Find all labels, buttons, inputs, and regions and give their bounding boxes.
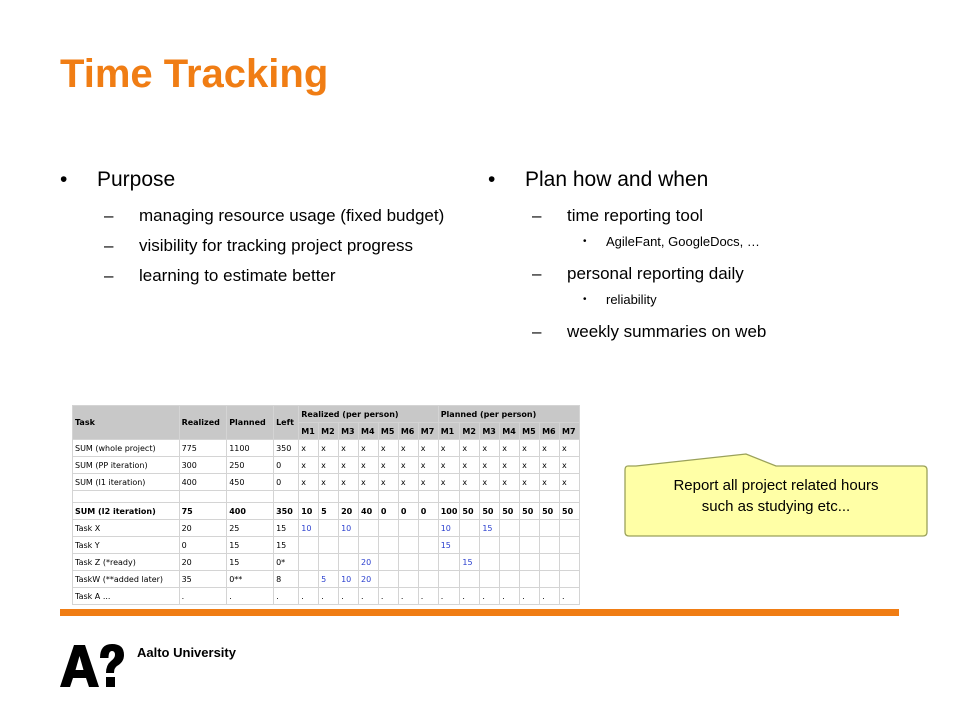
- person-header: M6: [540, 423, 560, 440]
- table-cell: [418, 571, 438, 588]
- person-header: M3: [480, 423, 500, 440]
- bullet-label: Purpose: [97, 168, 176, 191]
- table-cell: x: [560, 440, 580, 457]
- group-header: Planned (per person): [438, 406, 579, 423]
- table-cell: [560, 537, 580, 554]
- table-cell: .: [339, 588, 359, 605]
- dash-marker: –: [104, 266, 114, 285]
- table-cell: x: [378, 457, 398, 474]
- table-cell: [398, 554, 418, 571]
- bullet-marker: •: [488, 168, 496, 191]
- table-cell: 15: [274, 537, 299, 554]
- time-tracking-spreadsheet: [72, 405, 580, 601]
- sub-item-text: weekly summaries on web: [567, 322, 767, 341]
- table-row: [73, 571, 580, 588]
- table-cell: x: [339, 457, 359, 474]
- callout-note: [624, 453, 928, 537]
- sub-item: [60, 234, 460, 257]
- table-row: [73, 440, 580, 457]
- table-cell: x: [438, 457, 460, 474]
- table-cell: 8: [274, 571, 299, 588]
- table-row: [73, 457, 580, 474]
- table-cell: .: [460, 588, 480, 605]
- table-cell: x: [500, 440, 520, 457]
- table-cell: [378, 571, 398, 588]
- table-cell: [179, 491, 227, 503]
- dash-marker: –: [532, 322, 542, 341]
- table-cell: [460, 491, 480, 503]
- table-cell: SUM (PP iteration): [73, 457, 180, 474]
- sub-item: [60, 264, 460, 287]
- table-cell: [418, 491, 438, 503]
- table-cell: Task X: [73, 520, 180, 537]
- table-cell: [560, 571, 580, 588]
- bullet-plan: [488, 168, 908, 192]
- table-cell: 250: [227, 457, 274, 474]
- table-cell: x: [560, 474, 580, 491]
- table-cell: x: [520, 474, 540, 491]
- sub-item: [488, 204, 908, 227]
- table-cell: 25: [227, 520, 274, 537]
- table-row: [73, 474, 580, 491]
- table-cell: [378, 537, 398, 554]
- table-cell: x: [460, 440, 480, 457]
- table-cell: 20: [179, 554, 227, 571]
- table-cell: x: [500, 474, 520, 491]
- table-cell: [339, 491, 359, 503]
- table-cell: x: [339, 474, 359, 491]
- person-header: M5: [378, 423, 398, 440]
- person-header: M7: [560, 423, 580, 440]
- table-cell: 1100: [227, 440, 274, 457]
- sub-sub-item: [488, 234, 908, 250]
- table-cell: .: [500, 588, 520, 605]
- table-cell: .: [319, 588, 339, 605]
- table-row: [73, 588, 580, 605]
- table-cell: SUM (whole project): [73, 440, 180, 457]
- table-cell: .: [418, 588, 438, 605]
- column-header: Task: [73, 406, 180, 440]
- sub-item-text: time reporting tool: [567, 206, 704, 225]
- table-header-row: [73, 406, 580, 423]
- table-row: [73, 537, 580, 554]
- table-cell: 775: [179, 440, 227, 457]
- table-cell: 15: [480, 520, 500, 537]
- table-cell: x: [480, 474, 500, 491]
- table-cell: 0: [274, 457, 299, 474]
- table-cell: [418, 554, 438, 571]
- table-cell: [359, 537, 379, 554]
- table-cell: 20: [359, 554, 379, 571]
- table-cell: [274, 491, 299, 503]
- table-row: [73, 520, 580, 537]
- table-cell: [398, 571, 418, 588]
- sub-item-text: managing resource usage (fixed budget): [139, 206, 445, 225]
- table-cell: 20: [339, 503, 359, 520]
- table-cell: 15: [460, 554, 480, 571]
- table-cell: 0: [274, 474, 299, 491]
- table-cell: .: [227, 588, 274, 605]
- table-cell: 50: [480, 503, 500, 520]
- table-cell: [319, 537, 339, 554]
- column-header: Realized: [179, 406, 227, 440]
- sub-item-text: personal reporting daily: [567, 264, 744, 283]
- table-cell: [500, 571, 520, 588]
- table-cell: 10: [339, 571, 359, 588]
- table-cell: x: [560, 457, 580, 474]
- table-cell: x: [319, 457, 339, 474]
- column-header: Left: [274, 406, 299, 440]
- table-cell: SUM (I1 iteration): [73, 474, 180, 491]
- footer-accent-bar: [60, 609, 899, 616]
- table-cell: [359, 491, 379, 503]
- table-cell: 5: [319, 503, 339, 520]
- table-cell: 10: [339, 520, 359, 537]
- sub-item: [488, 262, 908, 285]
- sub-sub-item: [488, 292, 908, 308]
- table-cell: 50: [500, 503, 520, 520]
- dash-marker: –: [532, 264, 542, 283]
- table-cell: [73, 491, 180, 503]
- table-cell: [500, 554, 520, 571]
- table-cell: x: [339, 440, 359, 457]
- table-cell: x: [418, 440, 438, 457]
- table-cell: 40: [359, 503, 379, 520]
- table-cell: 450: [227, 474, 274, 491]
- table-cell: x: [520, 457, 540, 474]
- table-cell: [520, 571, 540, 588]
- table-cell: TaskW (**added later): [73, 571, 180, 588]
- table-cell: [299, 554, 319, 571]
- table-cell: [500, 537, 520, 554]
- person-header: M3: [339, 423, 359, 440]
- table-cell: [438, 571, 460, 588]
- table-cell: 0: [378, 503, 398, 520]
- table-cell: [540, 571, 560, 588]
- table-cell: 50: [520, 503, 540, 520]
- table-cell: [438, 491, 460, 503]
- table-cell: x: [540, 457, 560, 474]
- table-cell: 15: [227, 554, 274, 571]
- person-header: M1: [438, 423, 460, 440]
- table-cell: [299, 537, 319, 554]
- table-cell: [319, 520, 339, 537]
- bullet-marker: •: [583, 294, 587, 305]
- table-cell: 5: [319, 571, 339, 588]
- table-cell: [540, 491, 560, 503]
- table-cell: x: [540, 440, 560, 457]
- table-cell: Task Y: [73, 537, 180, 554]
- table-cell: 350: [274, 440, 299, 457]
- callout-text: [624, 475, 928, 517]
- table-cell: .: [359, 588, 379, 605]
- table-cell: [319, 554, 339, 571]
- sub-sub-item-text: reliability: [606, 292, 657, 307]
- sub-item-text: visibility for tracking project progress: [139, 236, 413, 255]
- callout-line: such as studying etc...: [701, 498, 851, 515]
- table-cell: x: [299, 457, 319, 474]
- table-cell: 350: [274, 503, 299, 520]
- person-header: M2: [460, 423, 480, 440]
- table-cell: x: [480, 457, 500, 474]
- group-header: Realized (per person): [299, 406, 438, 423]
- table-cell: 75: [179, 503, 227, 520]
- table-cell: [398, 491, 418, 503]
- table-cell: 0**: [227, 571, 274, 588]
- table-cell: [560, 554, 580, 571]
- table-cell: 50: [460, 503, 480, 520]
- table-cell: [418, 520, 438, 537]
- person-header: M7: [418, 423, 438, 440]
- table-cell: 100: [438, 503, 460, 520]
- table-cell: [520, 520, 540, 537]
- table-cell: x: [359, 474, 379, 491]
- table-cell: .: [179, 588, 227, 605]
- aalto-logo-icon: [60, 643, 130, 689]
- table-cell: .: [398, 588, 418, 605]
- table-cell: .: [378, 588, 398, 605]
- table-cell: x: [520, 440, 540, 457]
- table-cell: SUM (I2 iteration): [73, 503, 180, 520]
- table-cell: [560, 491, 580, 503]
- sub-sub-item-text: AgileFant, GoogleDocs, …: [606, 234, 760, 249]
- right-column: [488, 168, 908, 350]
- table-cell: x: [438, 474, 460, 491]
- table-cell: x: [299, 474, 319, 491]
- table-cell: [460, 520, 480, 537]
- table-cell: [299, 491, 319, 503]
- table-cell: x: [359, 457, 379, 474]
- person-header: M4: [359, 423, 379, 440]
- table-cell: [460, 571, 480, 588]
- table-cell: x: [418, 474, 438, 491]
- person-header: M4: [500, 423, 520, 440]
- table-cell: [500, 491, 520, 503]
- table-cell: [359, 520, 379, 537]
- table-cell: x: [398, 457, 418, 474]
- left-column: [60, 168, 460, 294]
- table-cell: [299, 571, 319, 588]
- table-cell: [438, 554, 460, 571]
- table-cell: [460, 537, 480, 554]
- table-cell: Task A ...: [73, 588, 180, 605]
- table-cell: x: [378, 440, 398, 457]
- table-cell: 15: [227, 537, 274, 554]
- table-cell: 0: [398, 503, 418, 520]
- table-cell: 0*: [274, 554, 299, 571]
- table-cell: x: [540, 474, 560, 491]
- table-cell: .: [560, 588, 580, 605]
- table-cell: [560, 520, 580, 537]
- table-cell: 15: [274, 520, 299, 537]
- table-cell: [378, 554, 398, 571]
- table-cell: [500, 520, 520, 537]
- table-cell: [480, 491, 500, 503]
- dash-marker: –: [104, 236, 114, 255]
- table-cell: 0: [179, 537, 227, 554]
- table-cell: 300: [179, 457, 227, 474]
- person-header: M5: [520, 423, 540, 440]
- table-cell: 10: [299, 520, 319, 537]
- table-cell: 10: [438, 520, 460, 537]
- tracking-table: [72, 405, 580, 605]
- bullet-marker: •: [583, 236, 587, 247]
- table-cell: [339, 554, 359, 571]
- table-cell: Task Z (*ready): [73, 554, 180, 571]
- dash-marker: –: [532, 206, 542, 225]
- table-cell: [319, 491, 339, 503]
- table-cell: [480, 571, 500, 588]
- bullet-marker: •: [60, 168, 68, 191]
- table-cell: x: [418, 457, 438, 474]
- table-cell: 20: [359, 571, 379, 588]
- table-cell: [480, 554, 500, 571]
- table-cell: [520, 491, 540, 503]
- table-cell: x: [299, 440, 319, 457]
- table-cell: [540, 537, 560, 554]
- table-row: [73, 503, 580, 520]
- table-cell: .: [438, 588, 460, 605]
- table-cell: x: [438, 440, 460, 457]
- person-header: M2: [319, 423, 339, 440]
- table-cell: [227, 491, 274, 503]
- table-cell: [418, 537, 438, 554]
- person-header: M1: [299, 423, 319, 440]
- table-cell: 20: [179, 520, 227, 537]
- table-cell: 35: [179, 571, 227, 588]
- table-cell: [398, 537, 418, 554]
- table-cell: .: [540, 588, 560, 605]
- table-cell: 50: [560, 503, 580, 520]
- table-cell: 0: [418, 503, 438, 520]
- table-cell: [398, 520, 418, 537]
- table-cell: [480, 537, 500, 554]
- table-cell: .: [480, 588, 500, 605]
- slide-title: Time Tracking: [60, 52, 329, 96]
- callout-line: Report all project related hours: [673, 477, 879, 494]
- table-cell: .: [274, 588, 299, 605]
- bullet-label: Plan how and when: [525, 168, 709, 191]
- table-cell: [378, 520, 398, 537]
- table-cell: 400: [227, 503, 274, 520]
- table-cell: [339, 537, 359, 554]
- table-cell: [378, 491, 398, 503]
- table-cell: x: [378, 474, 398, 491]
- table-cell: 50: [540, 503, 560, 520]
- table-row: [73, 554, 580, 571]
- bullet-purpose: [60, 168, 460, 192]
- sub-item: [60, 204, 460, 227]
- table-cell: .: [520, 588, 540, 605]
- table-cell: x: [460, 457, 480, 474]
- table-cell: [520, 537, 540, 554]
- table-cell: x: [480, 440, 500, 457]
- table-cell: x: [500, 457, 520, 474]
- table-cell: 400: [179, 474, 227, 491]
- table-cell: x: [398, 474, 418, 491]
- dash-marker: –: [104, 206, 114, 225]
- table-cell: x: [460, 474, 480, 491]
- table-cell: 10: [299, 503, 319, 520]
- person-header: M6: [398, 423, 418, 440]
- table-cell: x: [319, 474, 339, 491]
- table-cell: 15: [438, 537, 460, 554]
- table-cell: x: [398, 440, 418, 457]
- table-cell: [540, 554, 560, 571]
- column-header: Planned: [227, 406, 274, 440]
- table-cell: x: [319, 440, 339, 457]
- table-row: [73, 491, 580, 503]
- sub-item: [488, 320, 908, 343]
- table-cell: .: [299, 588, 319, 605]
- table-cell: [540, 520, 560, 537]
- table-cell: [520, 554, 540, 571]
- sub-item-text: learning to estimate better: [139, 266, 336, 285]
- table-cell: x: [359, 440, 379, 457]
- logo-text: Aalto University: [137, 645, 236, 660]
